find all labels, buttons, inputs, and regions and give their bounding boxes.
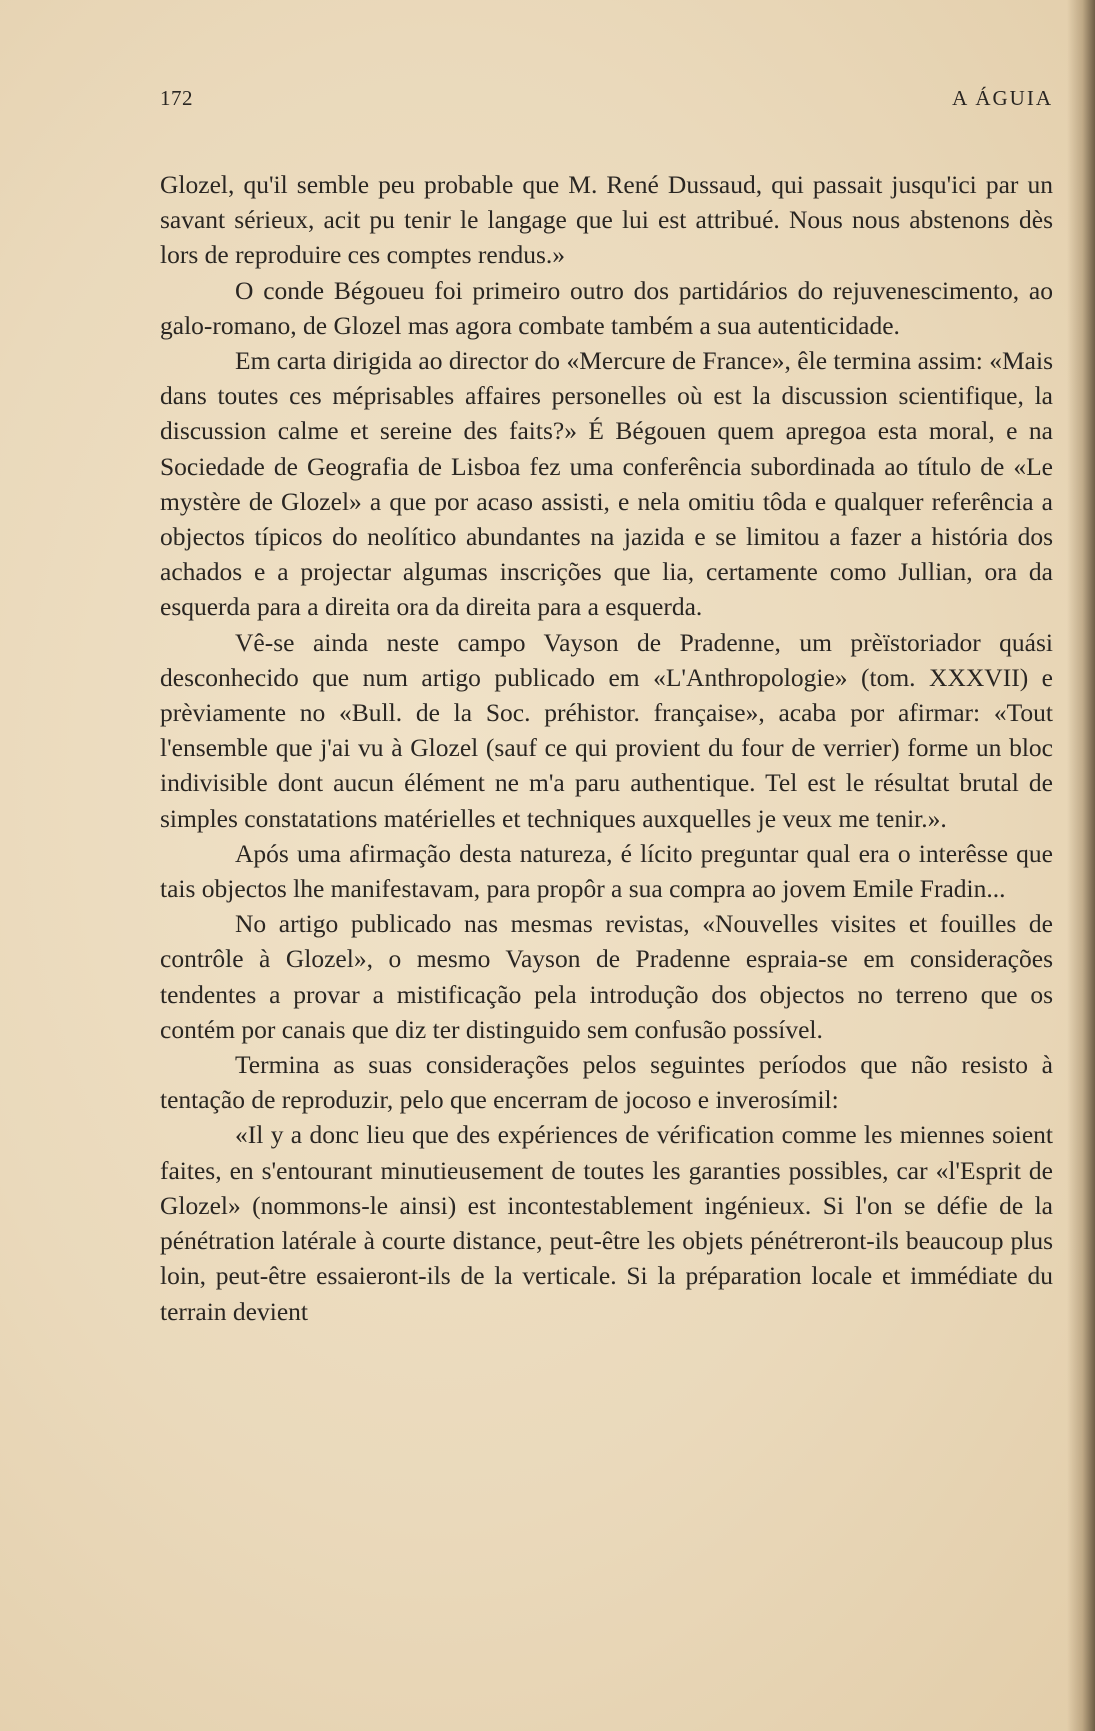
running-title: A ÁGUIA xyxy=(952,86,1053,110)
paragraph: O conde Bégoueu foi primeiro outro dos partidários do rejuvenescimento, ao galo-romano, de Glozel mas agora combate também a sua autenticidade. xyxy=(160,275,1053,340)
paragraph: Vê-se ainda neste campo Vayson de Pradenne, um prèïstoriador quási desconhecido que num artigo publicado em «L'Anthropologie» (tom. XXXVII) e prèviamente no «Bull. de la Soc. préhistor. française», acaba por afirmar: «Tout l'ensemble que j'ai vu à Glozel (sauf ce qui provient du four de verrier) forme un bloc indivisible dont aucun élément ne m'a paru authentique. Tel est le résultat brutal de simples constatations matérielles et techniques auxquelles je veux me tenir.». xyxy=(160,627,1053,833)
paragraph-continuation: Glozel, qu'il semble peu probable que M. René Dussaud, qui passait jusqu'ici par un savant sérieux, acit pu tenir le langage que lui est attribué. Nous nous abstenons dès lors de reproduire ces comptes rendus.» xyxy=(160,170,1053,270)
paragraph: Após uma afirmação desta natureza, é lícito preguntar qual era o interêsse que tais objectos lhe manifestavam, para propôr a sua compra ao jovem Emile Fradin... xyxy=(160,838,1053,904)
paragraph: Em carta dirigida ao director do «Mercure de France», êle termina assim: «Mais dans toutes ces méprisables affaires personelles où est la discussion scientifique, la discussion calme et sereine des faits?» É Bégouen quem apregoa esta moral, e na Sociedade de Geografia de Lisboa fez uma conferência subordinada ao título de «Le mystère de Glozel» a que por acaso assisti, e nela omitiu tôda e qualquer referência a objectos típicos do neolítico abundantes na jazida e se limitou a fazer a história dos achados e a projectar algumas inscrições que lia, certamente como Jullian, ora da esquerda para a direita ora da direita para a esquerda. xyxy=(160,346,1053,622)
paragraph: Termina as suas considerações pelos seguintes períodos que não resisto à tentação de reproduzir, pelo que encerram de jocoso e inverosímil: xyxy=(160,1050,1053,1115)
page-header xyxy=(160,86,1053,122)
paragraph: No artigo publicado nas mesmas revistas, «Nouvelles visites et fouilles de contrôle à Glozel», o mesmo Vayson de Pradenne espraia-se em considerações tendentes a provar a mistificação pela introdução dos objectos no terreno que os contém por canais que diz ter distinguido sem confusão possível. xyxy=(160,909,1053,1044)
page-number: 172 xyxy=(160,86,193,110)
quoted-paragraph: «Il y a donc lieu que des expériences de vérification comme les miennes soient faites, en s'entourant minutieusement de toutes les garanties possibles, car «l'Esprit de Glozel» (nommons-le ainsi) est incontestablement ingénieux. Si l'on se défie de la pénétration latérale à courte distance, peut-être les objets pénétreront-ils beaucoup plus loin, peut-être essaieront-ils de la verticale. Si la préparation locale et immédiate du terrain devient xyxy=(160,1120,1053,1326)
page-edge-shadow xyxy=(1067,0,1095,1731)
body-text xyxy=(160,167,1053,1329)
